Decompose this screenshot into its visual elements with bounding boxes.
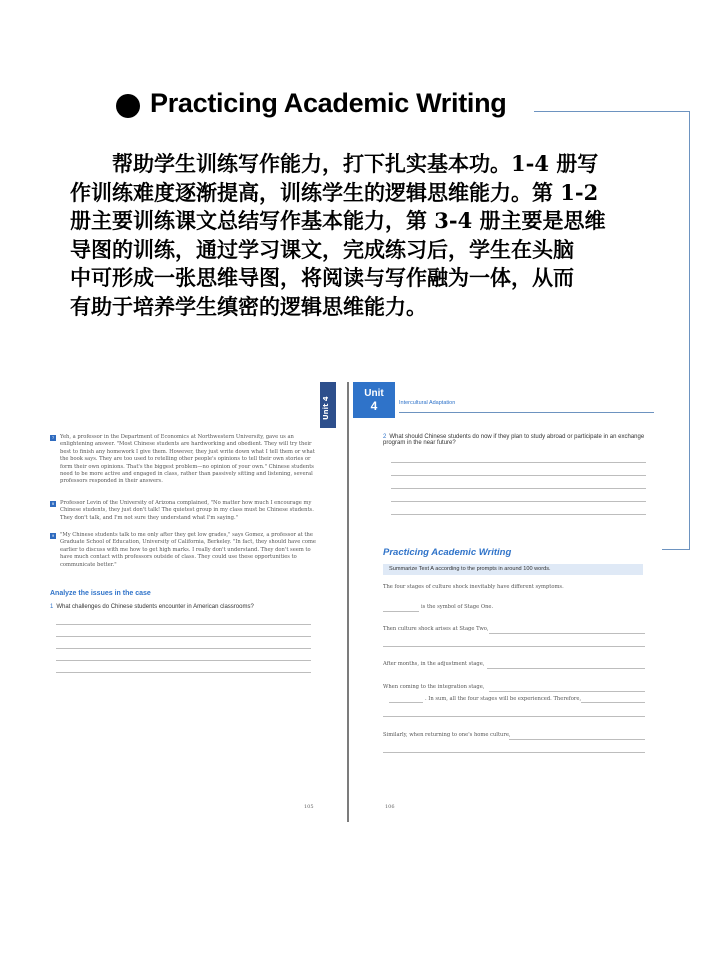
unit-word: Unit	[364, 388, 384, 399]
prompt-line: When coming to the integration stage,	[383, 684, 485, 690]
frame-right-rule	[689, 111, 690, 549]
textbook-spread	[42, 382, 662, 822]
answer-line	[391, 488, 646, 489]
blank-line	[489, 691, 645, 692]
paragraph-text: Yeh, a professor in the Department of Economics at Northwestern University, gave us an enlightening answer. "Most Chinese students are hardworking and obedient. They will try their best to finish any homework I give them. However, they just write down what I tell them or what the book says. They are too used to retelling other people's opinions to tell their own stories or form their own opinions. That's the biggest problem—no opinion of your own." Chinese students need to be more active and engaged in class, rather than passively sitting and listening, several professors responded in their answers.	[60, 434, 315, 485]
prompt-line: Similarly, when returning to one's home culture,	[383, 732, 511, 738]
intro-line: 册主要训练课文总结写作基本能力，第 3-4 册主要是思维	[70, 208, 606, 234]
paragraph-number: 9	[51, 533, 55, 538]
prompt-line: is the symbol of Stage One.	[421, 604, 494, 610]
question-2	[383, 434, 645, 446]
unit-rule	[399, 412, 654, 413]
prompt-line: The four stages of culture shock inevitably have different symptoms.	[383, 584, 564, 590]
page-title: Practicing Academic Writing	[150, 88, 507, 118]
intro-line: 中可形成一张思维导图，将阅读与写作融为一体，从而	[70, 265, 574, 291]
paragraph-8	[51, 500, 322, 522]
prompt-line: Then culture shock arises at Stage Two,	[383, 626, 489, 632]
unit-title: Intercultural Adaptation	[399, 400, 456, 406]
intro-paragraph	[70, 150, 666, 322]
paragraph-9	[51, 532, 322, 569]
question-number: 1	[50, 604, 54, 610]
unit-side-tab	[320, 382, 336, 428]
question-number: 2	[383, 434, 387, 440]
bullet-dot	[116, 94, 140, 118]
intro-line: 作训练难度逐渐提高，训练学生的逻辑思维能力。第 1-2	[70, 179, 599, 205]
answer-line	[391, 514, 646, 515]
page-number: 106	[385, 804, 395, 810]
answer-line	[56, 672, 311, 673]
page-number: 105	[304, 804, 314, 810]
blank-line	[383, 611, 419, 612]
title-rule	[534, 111, 690, 112]
question-1	[50, 604, 340, 610]
right-page	[349, 382, 662, 822]
blank-line	[509, 739, 645, 740]
blank-line	[581, 702, 645, 703]
blank-line	[383, 716, 645, 717]
answer-line	[56, 660, 311, 661]
answer-line	[56, 636, 311, 637]
blank-line	[487, 668, 645, 669]
paragraph-number: 7	[51, 435, 55, 440]
question-text: What should Chinese students do now if they plan to study abroad or participate in an exchange program in the near future?	[383, 434, 645, 446]
answer-line	[56, 648, 311, 649]
answer-line	[56, 624, 311, 625]
intro-line: 帮助学生训练写作能力，打下扎实基本功。1-4 册写	[112, 151, 599, 176]
unit-side-label: Unit 4	[322, 396, 330, 420]
blank-line	[383, 646, 645, 647]
paragraph-number: 8	[51, 501, 55, 506]
answer-line	[391, 462, 646, 463]
section-heading: Analyze the issues in the case	[50, 590, 151, 597]
blank-line	[389, 702, 423, 703]
question-text: What challenges do Chinese students encounter in American classrooms?	[56, 604, 254, 610]
intro-line: 有助于培养学生缜密的逻辑思维能力。	[70, 293, 427, 319]
task-bar	[383, 564, 643, 575]
paragraph-7	[51, 434, 322, 486]
unit-number: 4	[370, 399, 378, 413]
unit-box	[353, 382, 395, 418]
section-heading: Practicing Academic Writing	[383, 547, 512, 558]
blank-line	[489, 633, 645, 634]
prompt-line: . In sum, all the four stages will be experienced. Therefore,	[425, 696, 582, 702]
paragraph-text: Professor Levin of the University of Arizona complained, "No matter how much I encourage my Chinese students, they just don't talk! The quietest group in my class must be Chinese students. They don't talk, and I'm not sure they understand what I'm saying."	[60, 500, 314, 521]
paragraph-text: "My Chinese students talk to me only after they get low grades," says Gomez, a professor at the Graduate School of Education, University of California, Berkeley. "In fact, they should have come earlier to discuss with me how to get high marks. I really don't understand. They don't seem to have much contact with professors outside of class. They could use these opportunities to communicate better."	[60, 532, 316, 568]
prompt-line: After months, in the adjustment stage,	[383, 661, 485, 667]
left-page	[42, 382, 347, 822]
answer-line	[391, 475, 646, 476]
intro-line: 导图的训练，通过学习课文，完成练习后，学生在头脑	[70, 236, 574, 262]
task-text: Summarize Text A according to the prompts in around 100 words.	[389, 566, 551, 572]
blank-line	[383, 752, 645, 753]
answer-line	[391, 501, 646, 502]
